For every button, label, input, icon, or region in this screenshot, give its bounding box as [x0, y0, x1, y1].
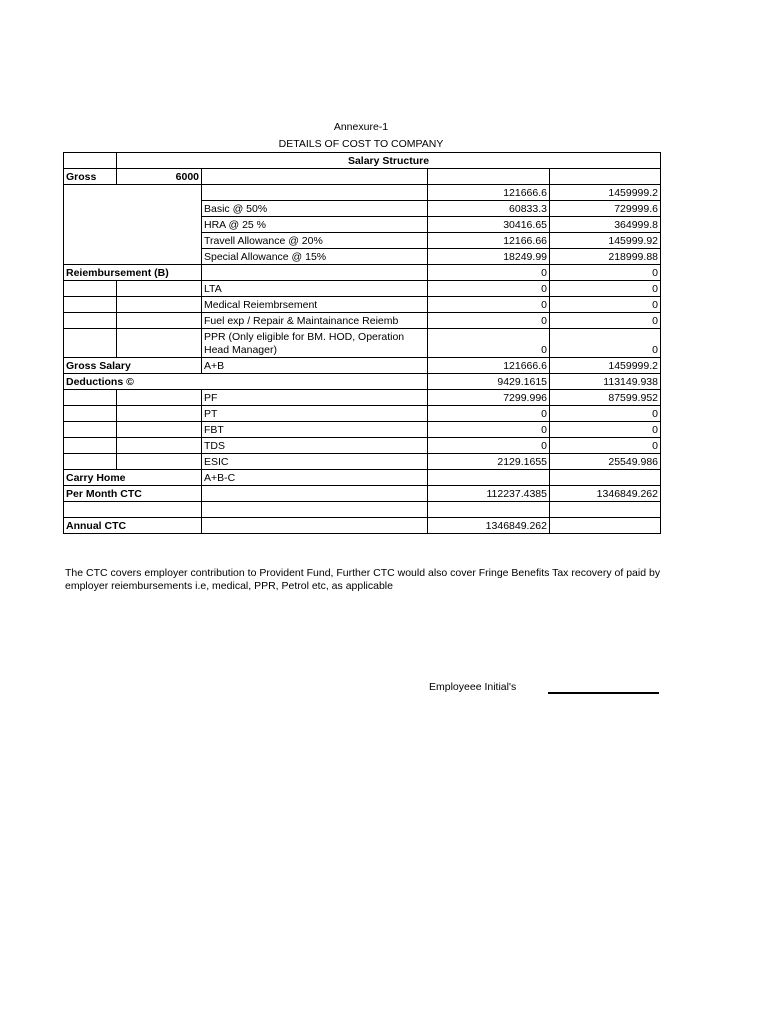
- table-row: [64, 265, 661, 281]
- carry-home-label: Carry Home: [64, 470, 202, 486]
- deductions-annual: 113149.938: [550, 374, 661, 390]
- table-cell: [64, 329, 117, 358]
- ppr-monthly: 0: [428, 329, 550, 358]
- table-cell: [64, 390, 117, 406]
- table-row: [64, 502, 661, 518]
- table-row: [64, 358, 661, 374]
- gross-salary-monthly: 121666.6: [428, 358, 550, 374]
- table-row: [64, 329, 661, 358]
- table-cell: [117, 422, 202, 438]
- table-row: [64, 153, 661, 169]
- table-cell: [64, 281, 117, 297]
- table-row: [64, 454, 661, 470]
- table-cell: [117, 329, 202, 358]
- lta-annual: 0: [550, 281, 661, 297]
- pf-label: PF: [202, 390, 428, 406]
- hra-monthly: 30416.65: [428, 217, 550, 233]
- gross-monthly: 121666.6: [428, 185, 550, 201]
- fuel-annual: 0: [550, 313, 661, 329]
- table-cell: [428, 470, 550, 486]
- tds-monthly: 0: [428, 438, 550, 454]
- per-month-ctc-annual: 1346849.262: [550, 486, 661, 502]
- salary-structure-heading: Salary Structure: [117, 153, 661, 169]
- table-row: [64, 390, 661, 406]
- document-subtitle: DETAILS OF COST TO COMPANY: [278, 138, 444, 150]
- ppr-annual: 0: [550, 329, 661, 358]
- basic-monthly: 60833.3: [428, 201, 550, 217]
- fbt-annual: 0: [550, 422, 661, 438]
- table-cell: [550, 518, 661, 534]
- table-cell: [117, 297, 202, 313]
- table-cell: [64, 438, 117, 454]
- gross-salary-label: Gross Salary: [64, 358, 202, 374]
- ctc-note: The CTC covers employer contribution to Provident Fund, Further CTC would also cover Fringe Benefits Tax recovery of paid by employer reiembursements i.e, medical, PPR, Petrol etc, as applicable: [65, 567, 661, 592]
- document-title: Annexure-1: [333, 121, 389, 133]
- table-row: [64, 518, 661, 534]
- table-row: [64, 486, 661, 502]
- table-row: [64, 185, 661, 201]
- pf-monthly: 7299.996: [428, 390, 550, 406]
- table-cell: [202, 518, 428, 534]
- per-month-ctc-label: Per Month CTC: [64, 486, 202, 502]
- table-row: [64, 297, 661, 313]
- table-cell: [64, 454, 117, 470]
- medical-monthly: 0: [428, 297, 550, 313]
- tds-annual: 0: [550, 438, 661, 454]
- special-annual: 218999.88: [550, 249, 661, 265]
- fuel-label: Fuel exp / Repair & Maintainance Reiemb: [202, 313, 428, 329]
- pt-annual: 0: [550, 406, 661, 422]
- gross-salary-annual: 1459999.2: [550, 358, 661, 374]
- table-cell: [202, 502, 428, 518]
- fuel-monthly: 0: [428, 313, 550, 329]
- esic-annual: 25549.986: [550, 454, 661, 470]
- annual-ctc-label: Annual CTC: [64, 518, 202, 534]
- table-cell: [117, 406, 202, 422]
- deductions-label: Deductions ©: [64, 374, 428, 390]
- table-cell: [64, 153, 117, 169]
- travel-label: Travell Allowance @ 20%: [202, 233, 428, 249]
- table-row: [64, 313, 661, 329]
- table-cell: [202, 265, 428, 281]
- table-cell: [117, 390, 202, 406]
- table-cell: [64, 422, 117, 438]
- table-cell: [428, 502, 550, 518]
- esic-label: ESIC: [202, 454, 428, 470]
- deductions-monthly: 9429.1615: [428, 374, 550, 390]
- table-row: [64, 281, 661, 297]
- pf-annual: 87599.952: [550, 390, 661, 406]
- table-cell: [550, 169, 661, 185]
- table-cell: [117, 438, 202, 454]
- table-cell: [202, 486, 428, 502]
- table-row: [64, 470, 661, 486]
- lta-monthly: 0: [428, 281, 550, 297]
- reimbursement-monthly: 0: [428, 265, 550, 281]
- table-cell: [64, 297, 117, 313]
- tds-label: TDS: [202, 438, 428, 454]
- annual-ctc-value: 1346849.262: [428, 518, 550, 534]
- reimbursement-label: Reiembursement (B): [64, 265, 202, 281]
- gross-value: 6000: [117, 169, 202, 185]
- ctc-table: [63, 152, 661, 534]
- fbt-monthly: 0: [428, 422, 550, 438]
- pt-monthly: 0: [428, 406, 550, 422]
- gross-label: Gross: [64, 169, 117, 185]
- table-row: [64, 374, 661, 390]
- table-cell: [117, 454, 202, 470]
- table-cell: [64, 406, 117, 422]
- signature-line: [548, 692, 659, 694]
- table-cell: [64, 502, 202, 518]
- lta-label: LTA: [202, 281, 428, 297]
- table-row: [64, 422, 661, 438]
- table-cell: [117, 313, 202, 329]
- per-month-ctc-monthly: 112237.4385: [428, 486, 550, 502]
- carry-home-formula: A+B-C: [202, 470, 428, 486]
- table-cell: [550, 470, 661, 486]
- table-cell: [64, 185, 202, 265]
- reimbursement-annual: 0: [550, 265, 661, 281]
- gross-salary-formula: A+B: [202, 358, 428, 374]
- table-cell: [550, 502, 661, 518]
- table-row: [64, 438, 661, 454]
- pt-label: PT: [202, 406, 428, 422]
- table-row: [64, 406, 661, 422]
- table-cell: [202, 185, 428, 201]
- table-cell: [64, 313, 117, 329]
- special-label: Special Allowance @ 15%: [202, 249, 428, 265]
- gross-annual: 1459999.2: [550, 185, 661, 201]
- basic-label: Basic @ 50%: [202, 201, 428, 217]
- special-monthly: 18249.99: [428, 249, 550, 265]
- employee-initials-label: Employeee Initial's: [429, 681, 517, 693]
- travel-monthly: 12166.66: [428, 233, 550, 249]
- fbt-label: FBT: [202, 422, 428, 438]
- travel-annual: 145999.92: [550, 233, 661, 249]
- hra-annual: 364999.8: [550, 217, 661, 233]
- hra-label: HRA @ 25 %: [202, 217, 428, 233]
- table-cell: [202, 169, 428, 185]
- table-cell: [117, 281, 202, 297]
- esic-monthly: 2129.1655: [428, 454, 550, 470]
- table-cell: [428, 169, 550, 185]
- medical-annual: 0: [550, 297, 661, 313]
- basic-annual: 729999.6: [550, 201, 661, 217]
- table-row: [64, 169, 661, 185]
- ppr-label: PPR (Only eligible for BM. HOD, Operation Head Manager): [202, 329, 428, 358]
- medical-label: Medical Reiembrsement: [202, 297, 428, 313]
